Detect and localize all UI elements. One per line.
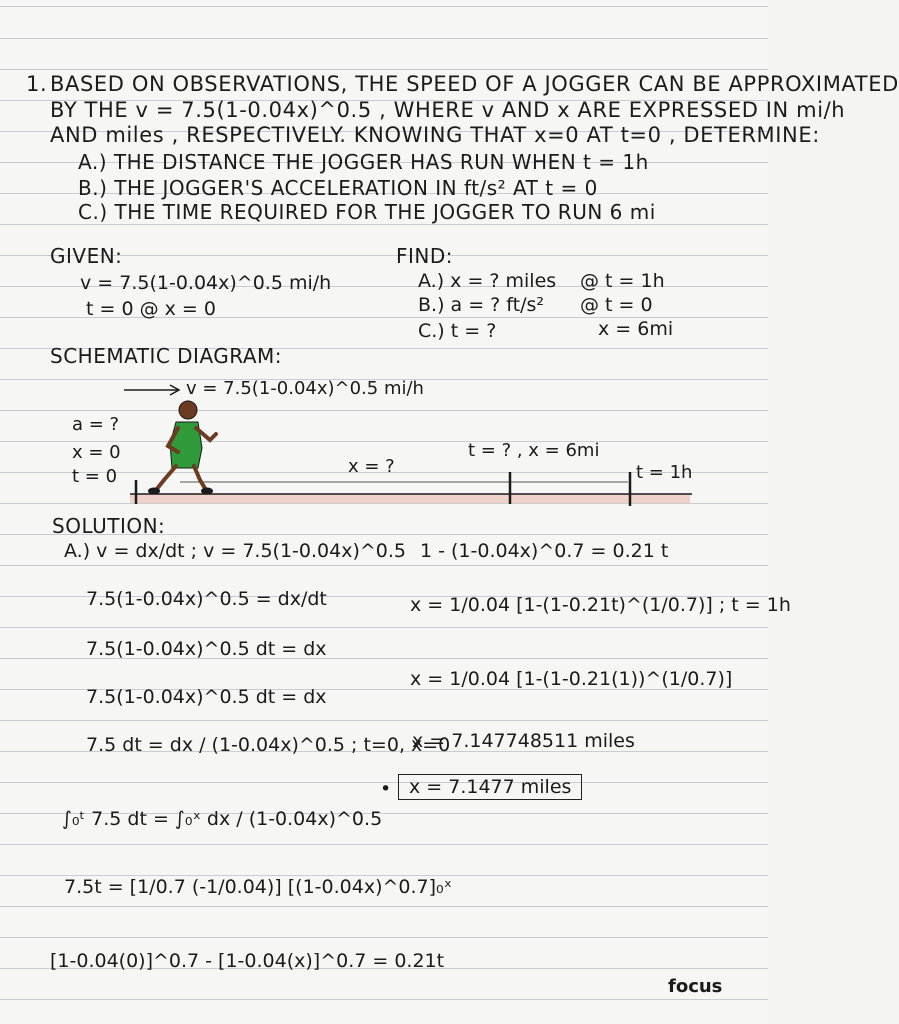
given-heading: GIVEN: (50, 244, 123, 268)
runner-figure (148, 401, 216, 495)
problem-line-3: AND miles , RESPECTIVELY. KNOWING THAT x=0 AT t=0 , DETERMINE: (50, 123, 820, 147)
result-line-1: 1 - (1-0.04x)^0.7 = 0.21 t (420, 540, 669, 562)
schematic-velocity: v = 7.5(1-0.04x)^0.5 mi/h (186, 378, 424, 399)
result-line-3: x = 1/0.04 [1-(1-0.21(1))^(1/0.7)] (410, 668, 733, 690)
problem-part-c: C.) THE TIME REQUIRED FOR THE JOGGER TO RUN 6 mi (78, 200, 656, 224)
find-b: B.) a = ? ft/s² (418, 294, 545, 316)
problem-part-a: A.) THE DISTANCE THE JOGGER HAS RUN WHEN t = 1h (78, 150, 649, 174)
solution-step-5: 7.5 dt = dx / (1-0.04x)^0.5 ; t=0, x=0 (86, 734, 451, 756)
solution-step-6: ∫₀ᵗ 7.5 dt = ∫₀ˣ dx / (1-0.04x)^0.5 (62, 808, 383, 830)
find-c: C.) t = ? (418, 320, 497, 342)
find-c-condition: x = 6mi (598, 318, 674, 340)
solution-step-2: 7.5(1-0.04x)^0.5 = dx/dt (86, 588, 327, 610)
result-line-4: x = 7.147748511 miles (412, 730, 635, 752)
solution-step-3: 7.5(1-0.04x)^0.5 dt = dx (86, 638, 327, 660)
find-heading: FIND: (396, 244, 454, 268)
problem-number: 1. (26, 72, 48, 96)
solution-step-8: [1-0.04(0)]^0.7 - [1-0.04(x)]^0.7 = 0.21t (50, 950, 445, 972)
final-answer-box: x = 7.1477 miles (398, 774, 582, 800)
schematic-six-mile-label: t = ? , x = 6mi (468, 440, 600, 461)
solution-step-7: 7.5t = [1/0.7 (-1/0.04)] [(1-0.04x)^0.7]₀ˣ (64, 876, 453, 898)
brand-logo: focus (668, 976, 723, 997)
schematic-accel-label: a = ? (72, 414, 120, 435)
schematic-t-label: t = 0 (72, 466, 118, 487)
find-b-condition: @ t = 0 (580, 294, 653, 316)
solution-step-4: 7.5(1-0.04x)^0.5 dt = dx (86, 686, 327, 708)
track-shadow (130, 494, 690, 503)
find-a-condition: @ t = 1h (580, 270, 665, 292)
solution-step-1: A.) v = dx/dt ; v = 7.5(1-0.04x)^0.5 (64, 540, 407, 562)
find-a: A.) x = ? miles (418, 270, 557, 292)
schematic-mid-label: x = ? (348, 456, 395, 477)
schematic-heading: SCHEMATIC DIAGRAM: (50, 344, 283, 368)
answer-bullet: • (380, 778, 392, 800)
schematic-one-hour-label: t = 1h (636, 462, 693, 483)
schematic-x-label: x = 0 (72, 442, 121, 463)
problem-part-b: B.) THE JOGGER'S ACCELERATION IN ft/s² AT t = 0 (78, 176, 598, 200)
result-line-2: x = 1/0.04 [1-(1-0.21t)^(1/0.7)] ; t = 1h (410, 594, 791, 616)
problem-line-1: BASED ON OBSERVATIONS, THE SPEED OF A JOGGER CAN BE APPROXIMATED (50, 72, 899, 96)
given-eq-1: v = 7.5(1-0.04x)^0.5 mi/h (80, 272, 332, 294)
solution-heading: SOLUTION: (52, 514, 166, 538)
problem-line-2: BY THE v = 7.5(1-0.04x)^0.5 , WHERE v AND x ARE EXPRESSED IN mi/h (50, 98, 846, 122)
given-eq-2: t = 0 @ x = 0 (86, 298, 216, 320)
